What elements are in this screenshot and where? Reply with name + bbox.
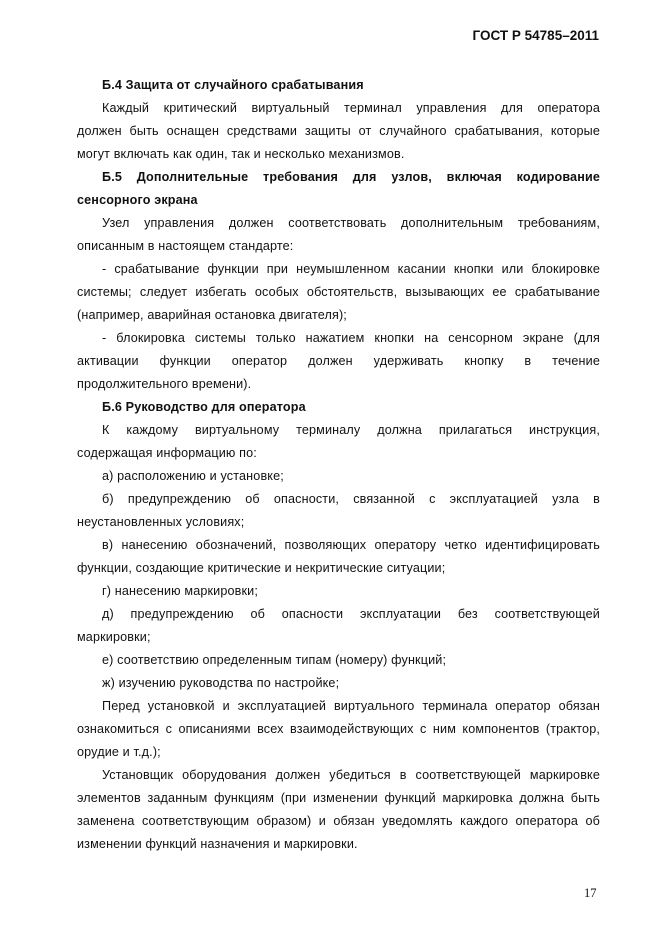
paragraph-line: описанным в настоящем стандарте: (77, 239, 294, 253)
paragraph-line: функции, создающие критические и некритические ситуации; (77, 561, 446, 575)
paragraph-line: Каждый критический виртуальный терминал управления для оператора (102, 101, 600, 115)
paragraph-line: в) нанесению обозначений, позволяющих оператору четко идентифицировать (102, 538, 600, 552)
section-heading-line: Б.6 Руководство для оператора (102, 400, 306, 414)
paragraph-line: ж) изучению руководства по настройке; (102, 676, 340, 690)
paragraph-line: К каждому виртуальному терминалу должна прилагаться инструкция, (102, 423, 600, 437)
paragraph-line: Перед установкой и эксплуатацией виртуального терминала оператор обязан (102, 699, 600, 713)
paragraph-line: ознакомиться с описаниями всех взаимодействующих с ним компонентов (трактор, (77, 722, 600, 736)
paragraph-line: - срабатывание функции при неумышленном касании кнопки или блокировке (102, 262, 600, 276)
paragraph-line: продолжительного времени). (77, 377, 252, 391)
paragraph-line: системы; следует избегать особых обстоятельств, вызывающих ее срабатывание (77, 285, 600, 299)
paragraph-line: г) нанесению маркировки; (102, 584, 258, 598)
paragraph-line: элементов заданным функциям (при изменении функций маркировка должна быть (77, 791, 600, 805)
section-heading-line: Б.4 Защита от случайного срабатывания (102, 78, 364, 92)
paragraph-line: заменена соответствующим образом) и обязан уведомлять каждого оператора об (77, 814, 600, 828)
paragraph-line: могут включать как один, так и несколько механизмов. (77, 147, 405, 161)
paragraph-line: активации функции оператор должен удерживать кнопку в течение (77, 354, 600, 368)
document-code-header: ГОСТ Р 54785–2011 (472, 28, 599, 43)
paragraph-line: изменении функций назначения и маркировки. (77, 837, 358, 851)
paragraph-line: орудие и т.д.); (77, 745, 161, 759)
paragraph-line: д) предупреждению об опасности эксплуатации без соответствующей (102, 607, 600, 621)
paragraph-line: должен быть оснащен средствами защиты от случайного срабатывания, которые (77, 124, 600, 138)
section-heading-line: Б.5 Дополнительные требования для узлов, включая кодирование (102, 170, 600, 184)
paragraph-line: (например, аварийная остановка двигателя); (77, 308, 347, 322)
paragraph-line: Установщик оборудования должен убедиться в соответствующей маркировке (102, 768, 600, 782)
paragraph-line: б) предупреждению об опасности, связанной с эксплуатацией узла в (102, 492, 600, 506)
paragraph-line: - блокировка системы только нажатием кнопки на сенсорном экране (для (102, 331, 600, 345)
paragraph-line: содержащая информацию по: (77, 446, 257, 460)
paragraph-line: маркировки; (77, 630, 151, 644)
paragraph-line: неустановленных условиях; (77, 515, 245, 529)
paragraph-line: а) расположению и установке; (102, 469, 284, 483)
page-number: 17 (584, 886, 597, 900)
section-heading-line: сенсорного экрана (77, 193, 198, 207)
paragraph-line: Узел управления должен соответствовать дополнительным требованиям, (102, 216, 600, 230)
paragraph-line: е) соответствию определенным типам (номеру) функций; (102, 653, 447, 667)
